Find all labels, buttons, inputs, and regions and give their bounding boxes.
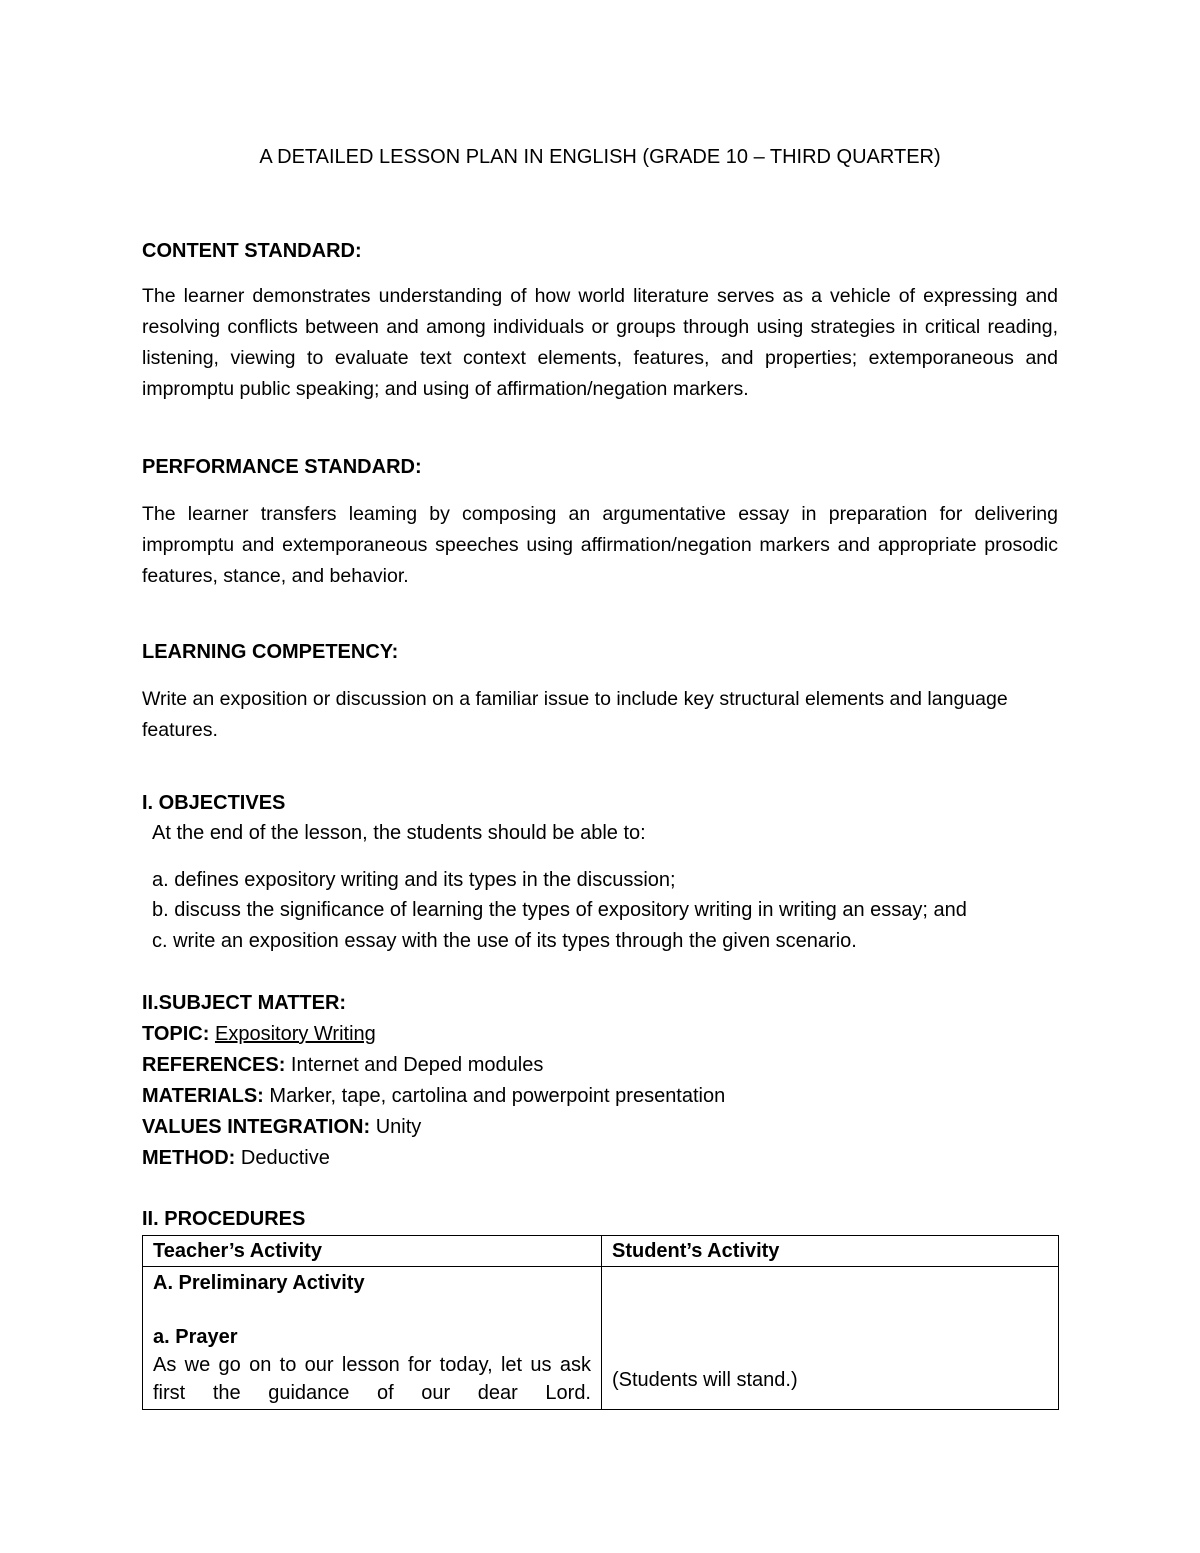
prayer-heading: a. Prayer [153, 1326, 238, 1348]
method-label: METHOD: [142, 1147, 236, 1169]
references-value: Internet and Deped modules [290, 1054, 544, 1076]
learning-competency-heading: LEARNING COMPETENCY: [142, 641, 399, 663]
table-header-row [143, 1236, 1059, 1267]
content-standard-text: The learner demonstrates understanding of how world literature serves as a vehicle of expressing and resolving conflicts between and among individuals or groups through using strategies in critical reading, listening, viewing to evaluate text context elements, features, and properties; extemporaneous and impromptu public speaking; and using of affirmation/negation markers. [142, 285, 1058, 400]
objective-item: c. write an exposition essay with the use of its types through the given scenario. [152, 930, 857, 952]
document-title: A DETAILED LESSON PLAN IN ENGLISH (GRADE 10 – THIRD QUARTER) [259, 146, 941, 168]
student-response: (Students will stand.) [612, 1369, 798, 1391]
subject-matter-heading: II.SUBJECT MATTER: [142, 992, 347, 1014]
topic-label: TOPIC: [142, 1023, 210, 1045]
references-line [142, 1052, 543, 1078]
topic-value: Expository Writing [214, 1023, 376, 1045]
teacher-activity-header: Teacher’s Activity [143, 1236, 602, 1267]
topic-line [142, 1021, 376, 1047]
objective-item: b. discuss the significance of learning the types of expository writing in writing an essay; and [152, 899, 967, 921]
procedures-table [142, 1235, 1059, 1410]
performance-standard-heading: PERFORMANCE STANDARD: [142, 456, 422, 478]
student-activity-cell [602, 1267, 1059, 1410]
objectives-heading: I. OBJECTIVES [142, 792, 286, 814]
spacer [153, 1297, 591, 1323]
method-line [142, 1145, 330, 1171]
learning-competency-text: Write an exposition or discussion on a familiar issue to include key structural elements and language features. [142, 688, 1008, 741]
materials-label: MATERIALS: [142, 1085, 264, 1107]
preliminary-activity-heading: A. Preliminary Activity [153, 1272, 365, 1294]
method-value: Deductive [240, 1147, 330, 1169]
student-activity-header: Student’s Activity [602, 1236, 1059, 1267]
procedures-heading: II. PROCEDURES [142, 1208, 306, 1230]
content-standard-heading: CONTENT STANDARD: [142, 240, 362, 262]
teacher-activity-cell [143, 1267, 602, 1410]
table-row [143, 1267, 1059, 1410]
objective-item: a. defines expository writing and its types in the discussion; [152, 869, 676, 891]
prayer-text: As we go on to our lesson for today, let us ask first the guidance of our dear Lord. [153, 1354, 591, 1404]
references-label: REFERENCES: [142, 1054, 286, 1076]
values-integration-line [142, 1114, 421, 1140]
values-integration-label: VALUES INTEGRATION: [142, 1116, 371, 1138]
materials-line [142, 1083, 725, 1109]
performance-standard-text: The learner transfers leaming by composing an argumentative essay in preparation for delivering impromptu and extemporaneous speeches using affirmation/negation markers and appropriate prosodic features, stance, and behavior. [142, 503, 1058, 587]
values-integration-value: Unity [375, 1116, 422, 1138]
objectives-intro: At the end of the lesson, the students should be able to: [152, 822, 646, 844]
materials-value: Marker, tape, cartolina and powerpoint presentation [269, 1085, 726, 1107]
